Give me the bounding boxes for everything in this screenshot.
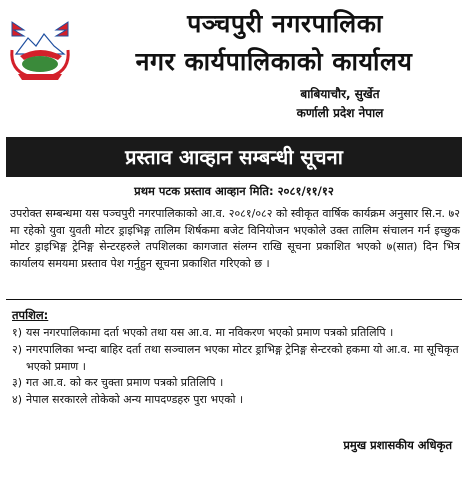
address-line-1: बाबियाचौर, सुर्खेत	[300, 87, 380, 101]
notice-body: उपरोक्त सम्बन्धमा यस पञ्चपुरी नगरपालिकाको आ.व. २०८१/०८२ को स्वीकृत वार्षिक कार्यक्रम अनुसार सि.न. ७२ मा रहेको युवा युवती मोटर ड्राइभिङ्ग तालिम शिर्षकमा बजेट विनियोजन भएकोले उक्त तालिम संचालन गर्न इच्छुक मोटर ड्राइभिङ्ग ट्रेनिङ्ग सेन्टरहरुले तपशिलका कागजात संलग्न राखि सूचना प्रकाशित भएको ७(सात) दिन भित्र कार्यालय समयमा प्रस्ताव पेश गर्नुहुन सूचना प्रकाशित गरिएको छ ।	[10, 207, 460, 270]
letterhead	[0, 0, 468, 135]
condition-text: नेपाल सरकारले तोकेको अन्य मापदण्डहरु पुरा भएको ।	[26, 393, 244, 407]
condition-number: १)	[12, 326, 23, 339]
notice-title-banner: प्रस्ताव आव्हान सम्बन्धी सूचना	[6, 137, 462, 177]
condition-text: गत आ.व. को कर चुक्ता प्रमाण पत्रको प्रतिलिपि ।	[26, 376, 224, 390]
condition-item	[12, 342, 460, 376]
address-line-2: कर्णाली प्रदेश नेपाल	[296, 106, 384, 120]
condition-item	[12, 392, 460, 409]
conditions-label: तपशिल:	[12, 308, 49, 322]
condition-item	[12, 325, 460, 342]
condition-text: यस नगरपालिकामा दर्ता भएको तथा यस आ.व. मा नविकरण भएको प्रमाण पत्रको प्रतिलिपि ।	[26, 326, 394, 339]
condition-text: नगरपालिका भन्दा बाहिर दर्ता तथा सञ्चालन भएका मोटर ड्राभिङ्ग ट्रेनिङ्ग सेन्टरको हकमा यो आ.व. मा सूचिकृत भएको प्रमाण ।	[26, 342, 459, 373]
office-title: नगर कार्यपालिकाको कार्यालय	[135, 47, 413, 76]
signatory: प्रमुख प्रशासकीय अधिकृत	[343, 438, 452, 452]
condition-number: ३)	[12, 376, 23, 390]
condition-number: २)	[12, 342, 23, 356]
notice-date-line: प्रथम पटक प्रस्ताव आव्हान मिति: २०८१/११/१२	[134, 184, 334, 198]
divider	[6, 299, 462, 300]
office-name: पञ्चपुरी नगरपालिका	[187, 9, 383, 38]
condition-item	[12, 375, 460, 392]
conditions-list	[12, 325, 460, 409]
nepal-government-emblem-icon	[6, 20, 74, 82]
condition-number: ४)	[12, 393, 23, 407]
